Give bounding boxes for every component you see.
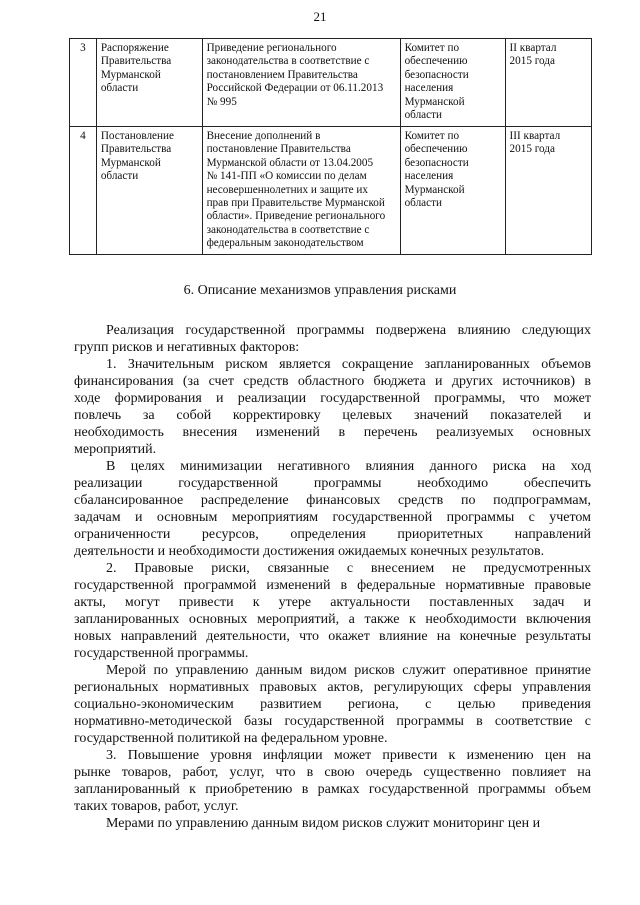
cell-line: Приведение регионального (206, 42, 337, 54)
term-cell (505, 39, 591, 127)
text-line: рынке товаров, работ, услуг, что в свою очередь существенно повлияет на (74, 765, 591, 780)
text-line: групп рисков и негативных факторов: (74, 340, 300, 355)
text-line: Реализация государственной программы подвержена влиянию следующих (106, 323, 591, 338)
cell-line: обеспечению (404, 143, 468, 156)
cell-line: постановлением Правительства (206, 68, 358, 81)
cell-line: Постановление (100, 130, 174, 142)
cell-line: прав при Правительстве Мурманской (206, 197, 385, 210)
cell-line: постановление Правительства (206, 143, 351, 156)
text-line: реализации государственной программы необходимо обеспечить (74, 476, 591, 491)
cell-line: № 141-ПП «О комиссии по делам (206, 170, 367, 183)
paragraph (74, 815, 591, 832)
text-line: сбалансированное распределение финансовых средств по подпрограммам, (74, 493, 591, 508)
cell-line: № 995 (206, 95, 237, 108)
text-line: деятельности и необходимости достижения ожидаемых конечных результатов. (74, 544, 545, 559)
content-cell (202, 127, 400, 255)
paragraph (74, 662, 591, 747)
row-number: 4 (70, 127, 97, 255)
content-cell (202, 39, 400, 127)
paragraph (74, 322, 591, 356)
text-line: 2. Правовые риски, связанные с внесением не предусмотренных (106, 561, 591, 576)
cell-line: населения (404, 170, 454, 183)
text-line: Мерой по управлению данным видом рисков служит оперативное принятие (106, 663, 591, 678)
cell-line: 2015 года (509, 143, 555, 156)
cell-line: Мурманской области от 13.04.2005 (206, 156, 374, 169)
cell-line: области (404, 109, 442, 122)
text-line: ходе формирования и реализации государственной программы, что может (74, 391, 591, 406)
text-line: повлечь за собой корректировку целевых значений показателей и (74, 408, 591, 423)
cell-line: Мурманской (404, 183, 465, 196)
cell-line: Мурманской (404, 95, 465, 108)
text-line: новых направлений деятельности, что окажет влияние на конечные результаты (74, 629, 591, 644)
cell-line: области (100, 82, 139, 95)
cell-line: законодательства в соответствие с (206, 55, 370, 68)
cell-line: населения (404, 82, 454, 95)
cell-line: области (100, 170, 139, 183)
cell-line: 2015 года (509, 55, 555, 68)
table-row (70, 127, 592, 255)
text-line: финансирования (за счет средств областного бюджета и других источников) в (74, 374, 591, 389)
cell-line: законодательства в соответствие с (206, 223, 370, 236)
row-number: 3 (70, 39, 97, 127)
cell-line: федеральным законодательством (206, 237, 364, 250)
cell-line: Внесение дополнений в (206, 130, 321, 142)
term-cell (505, 127, 591, 255)
text-line: социально-экономическим развитием региона, с целью приведения (74, 697, 591, 712)
cell-line: Комитет по (404, 42, 460, 54)
cell-line: Российской Федерации от 06.11.2013 (206, 82, 384, 95)
text-line: запланированных основных мероприятий, а также к необходимости включения (74, 612, 591, 627)
act-type-cell (96, 127, 202, 255)
text-line: задачам и основным мероприятиям государственной программы с учетом (74, 510, 591, 525)
cell-line: обеспечению (404, 55, 468, 68)
text-line: государственной политикой на федеральном уровне. (74, 731, 388, 746)
text-line: региональных нормативных правовых актов, регулирующих сферы управления (74, 680, 591, 695)
executor-cell (400, 39, 505, 127)
measures-table (69, 38, 592, 255)
executor-cell (400, 127, 505, 255)
cell-line: Комитет по (404, 130, 460, 142)
text-line: государственной программой изменений в федеральные нормативные правовые (74, 578, 591, 593)
cell-line: Мурманской (100, 68, 161, 81)
cell-line: Правительства (100, 55, 172, 68)
body-text (74, 322, 591, 832)
paragraph (74, 356, 591, 458)
act-type-cell (96, 39, 202, 127)
text-line: 1. Значительным риском является сокращение запланированных объемов (106, 357, 591, 372)
text-line: государственной программы. (74, 646, 249, 661)
page-number: 21 (313, 9, 327, 24)
cell-line: несовершеннолетних и защите их (206, 183, 368, 196)
text-line: нормативно-методической базы государственной программы в соответствие с (74, 714, 591, 729)
cell-line: Распоряжение (100, 42, 169, 54)
text-line: мероприятий. (74, 442, 157, 457)
text-line: В целях минимизации негативного влияния данного риска на ход (106, 459, 591, 474)
text-line: необходимость внесения изменений в перечень реализуемых основных (74, 425, 591, 440)
cell-line: области (404, 197, 442, 210)
cell-line: Правительства (100, 143, 172, 156)
cell-line: безопасности (404, 68, 469, 81)
paragraph (74, 747, 591, 815)
section-title: 6. Описание механизмов управления рисками (183, 283, 457, 298)
cell-line: безопасности (404, 156, 469, 169)
text-line: акты, могут привести к утере актуальности поставленных задач и (74, 595, 591, 610)
table-row (70, 39, 592, 127)
cell-line: III квартал (509, 130, 561, 142)
text-line: запланированный к приобретению в рамках государственной программы объем (74, 782, 591, 797)
paragraph (74, 560, 591, 662)
text-line: Мерами по управлению данным видом рисков служит мониторинг цен и (106, 816, 541, 831)
paragraph (74, 458, 591, 560)
text-line: ограниченности ресурсов, определения приоритетных направлений (74, 527, 591, 542)
text-line: таких товаров, работ, услуг. (74, 799, 239, 814)
cell-line: Мурманской (100, 156, 161, 169)
cell-line: области». Приведение регионального (206, 210, 386, 223)
text-line: 3. Повышение уровня инфляции может привести к изменению цен на (106, 748, 591, 763)
cell-line: II квартал (509, 42, 557, 54)
